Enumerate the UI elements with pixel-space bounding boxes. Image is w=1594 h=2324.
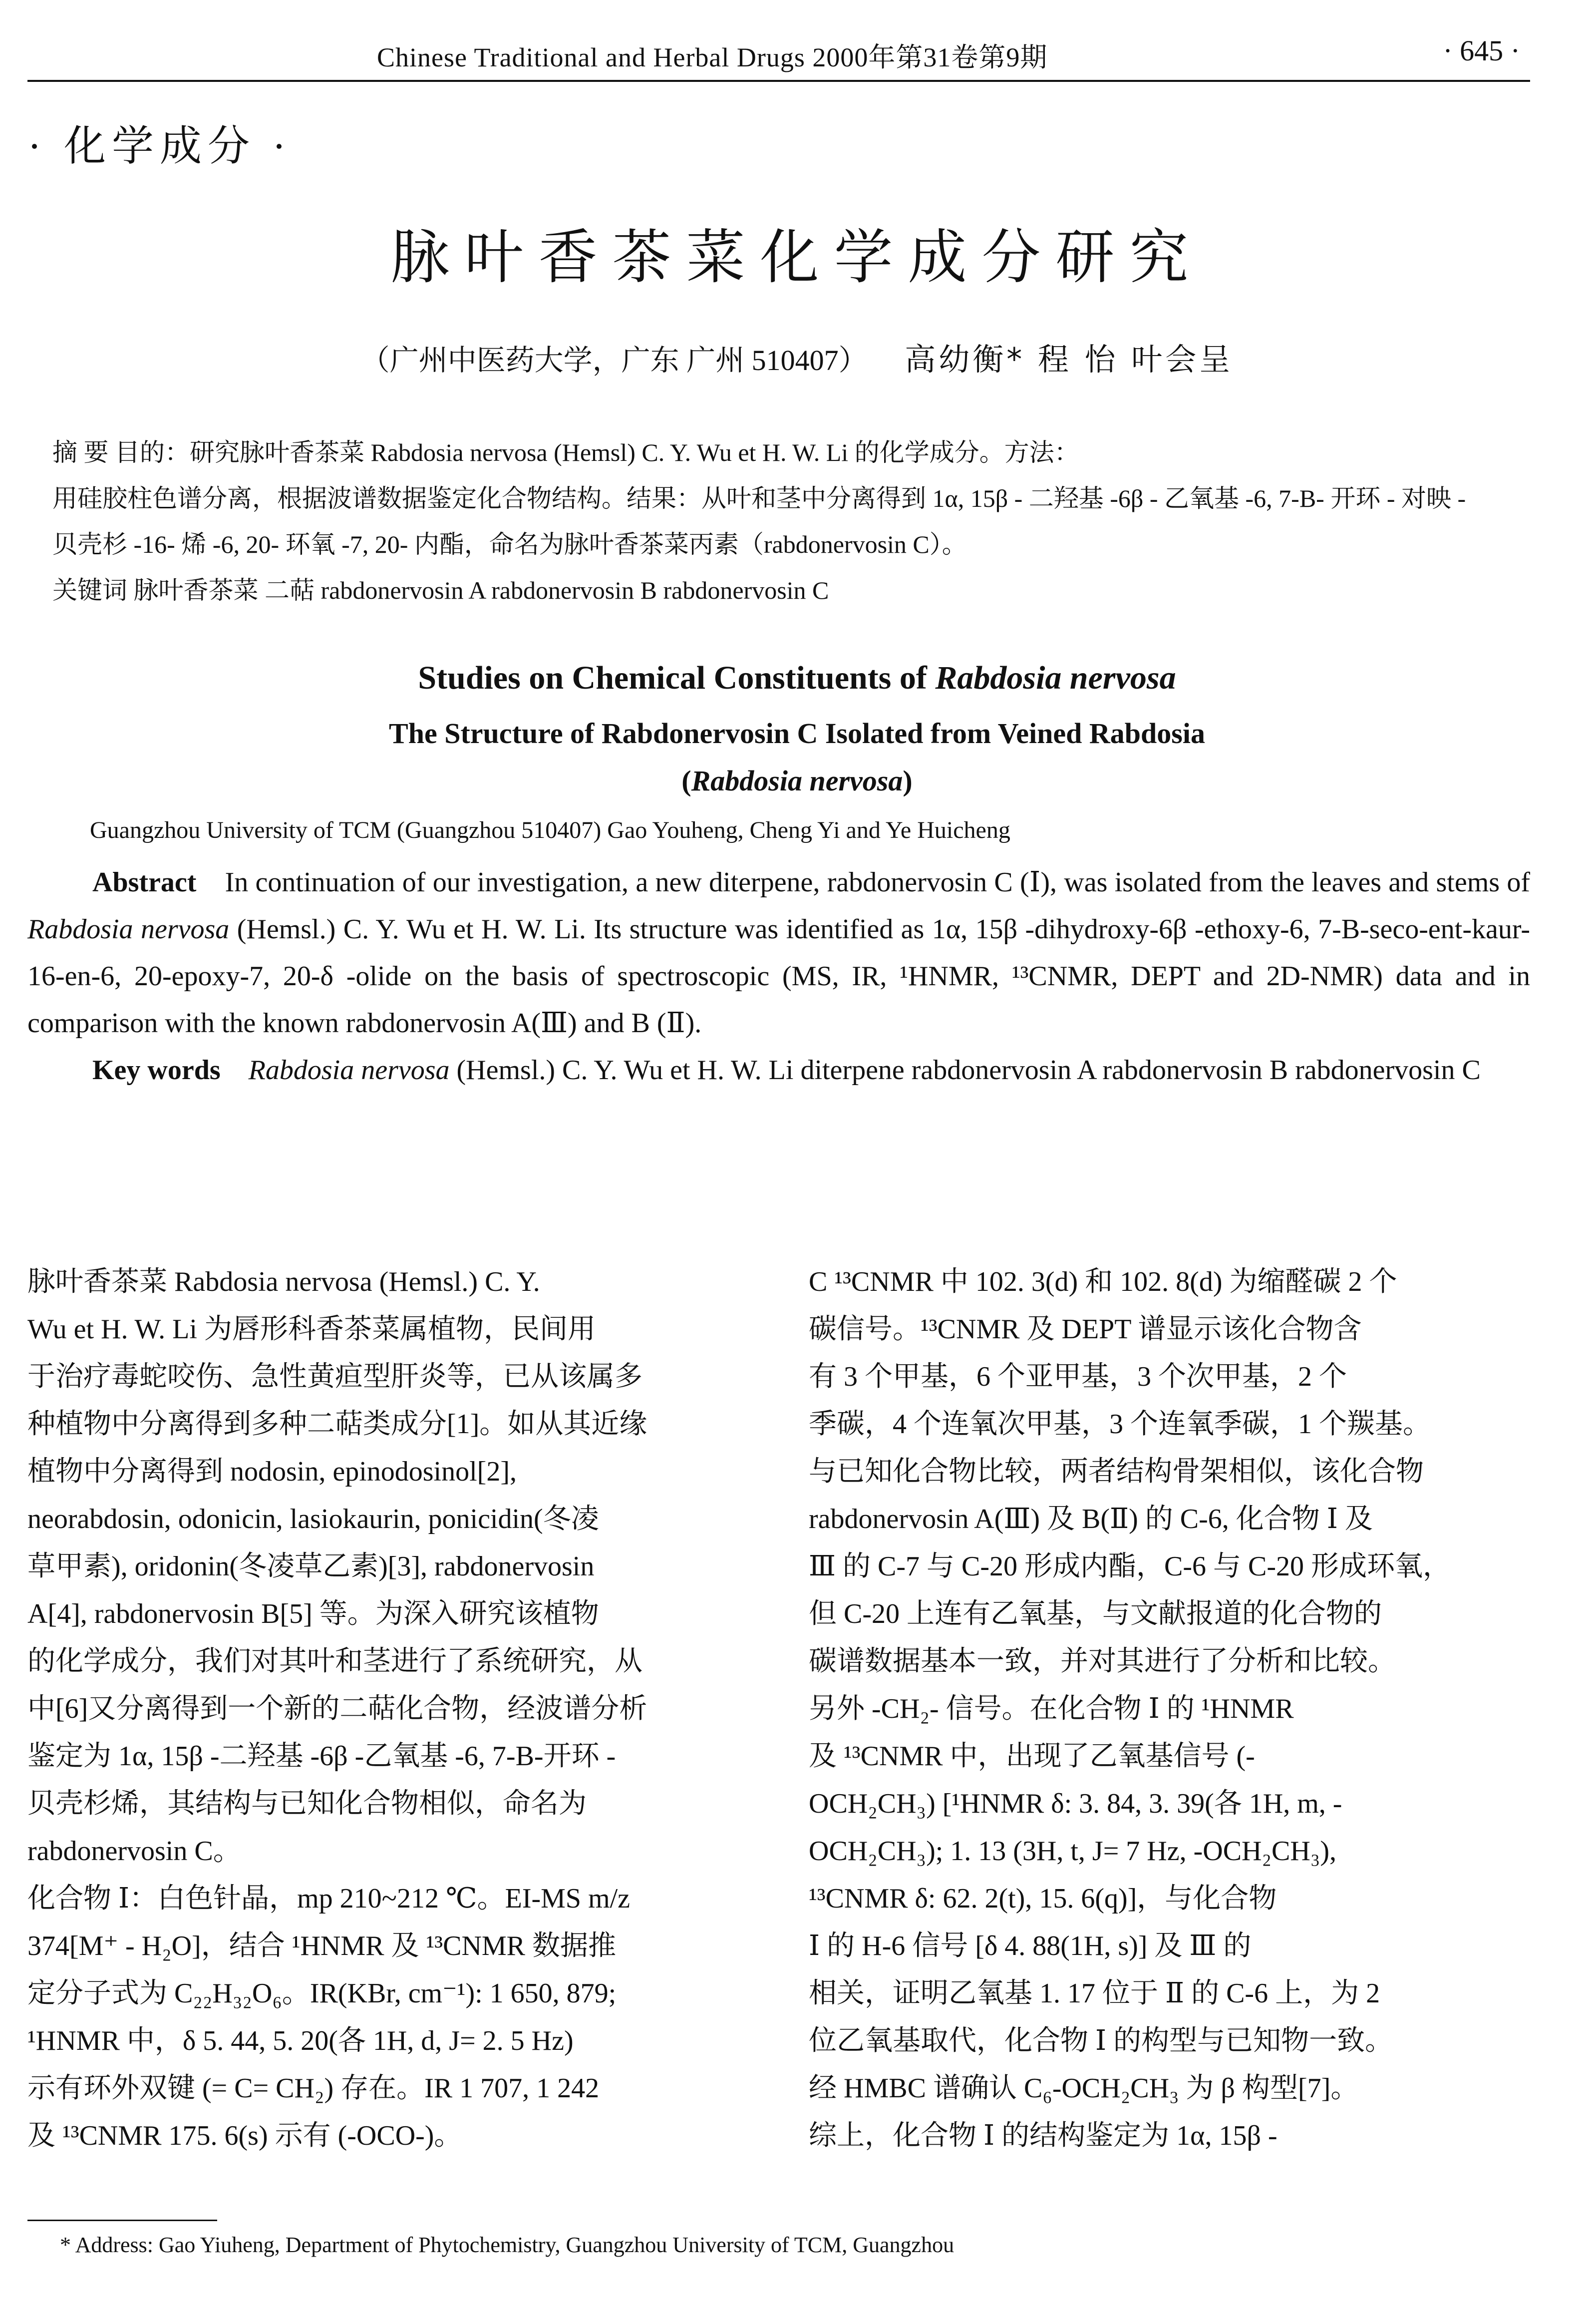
footnote-divider <box>27 2220 217 2221</box>
body-line: 碳信号。¹³CNMR 及 DEPT 谱显示该化合物含 <box>809 1314 1362 1345</box>
body-line: 中[6]又分离得到一个新的二萜化合物，经波谱分析 <box>27 1693 647 1724</box>
journal-title: Chinese Traditional and Herbal Drugs 2000年第31卷第9期 <box>377 42 1048 72</box>
body-line: 脉叶香茶菜 Rabdosia nervosa (Hemsl.) C. Y. <box>27 1266 540 1297</box>
body-line: 季碳，4 个连氧次甲基，3 个连氧季碳，1 个羰基。 <box>809 1409 1431 1440</box>
body-line: 碳谱数据基本一致，并对其进行了分析和比较。 <box>809 1646 1396 1677</box>
body-line: 另外 -CH₂- 信号。在化合物 Ⅰ 的 ¹HNMR <box>809 1693 1294 1724</box>
paren-close: ) <box>903 765 913 797</box>
body-line: 有 3 个甲基，6 个亚甲基，3 个次甲基，2 个 <box>809 1361 1347 1392</box>
body-right-column <box>809 1258 1543 2160</box>
body-line: A[4], rabdonervosin B[5] 等。为深入研究该植物 <box>27 1598 599 1629</box>
english-title <box>0 659 1594 697</box>
abstract-text: (Hemsl.) C. Y. Wu et H. W. Li. Its structure was identified as 1α, 15β -dihydroxy-6β -ethoxy-6, 7-B-seco-ent-kaur-16-en-6, 20-epoxy-7, 20-δ -olide on the basis of spectroscopic (MS, IR, ¹HNMR, ¹³CNMR, DEPT and 2D-NMR) data and in comparison with the known rabdonervosin A(Ⅲ) and B (Ⅱ). <box>27 914 1531 1039</box>
chinese-keywords: 关键词 脉叶香茶菜 二萜 rabdonervosin A rabdonervosin B rabdonervosin C <box>52 576 829 604</box>
body-line: 位乙氧基取代，化合物 Ⅰ 的构型与已知物一致。 <box>809 2025 1393 2056</box>
body-line: 374[M⁺ - H₂O]，结合 ¹HNMR 及 ¹³CNMR 数据推 <box>27 1931 617 1961</box>
english-subtitle-species <box>0 764 1594 797</box>
body-line: 化合物 Ⅰ：白色针晶，mp 210~212 ℃。EI-MS m/z <box>27 1883 631 1914</box>
abstract-species: Rabdosia nervosa <box>27 914 230 945</box>
body-line: ¹³CNMR δ: 62. 2(t), 15. 6(q)]，与化合物 <box>809 1883 1277 1914</box>
body-line: neorabdosin, odonicin, lasiokaurin, ponicidin(冬凌 <box>27 1504 599 1535</box>
chinese-abstract-line: 摘 要 目的：研究脉叶香茶菜 Rabdosia nervosa (Hemsl) C. Y. Wu et H. W. Li 的化学成分。方法： <box>52 438 1079 466</box>
body-line: 贝壳杉烯，其结构与已知化合物相似，命名为 <box>27 1788 587 1819</box>
body-line: Wu et H. W. Li 为唇形科香茶菜属植物，民间用 <box>27 1314 596 1345</box>
section-tag: · 化学成分 · <box>27 123 292 170</box>
body-line: 的化学成分，我们对其叶和茎进行了系统研究，从 <box>27 1646 642 1677</box>
body-line: 种植物中分离得到多种二萜类成分[1]。如从其近缘 <box>27 1409 647 1440</box>
body-line: ¹HNMR 中，δ 5. 44, 5. 20(各 1H, d, J= 2. 5 Hz) <box>27 2025 574 2056</box>
english-title-text: Studies on Chemical Constituents of <box>418 660 936 696</box>
body-line: 定分子式为 C₂₂H₃₂O₆。IR(KBr, cm⁻¹): 1 650, 879; <box>27 1978 617 2009</box>
keywords-species: Rabdosia nervosa <box>248 1055 450 1086</box>
body-line: 草甲素), oridonin(冬凌草乙素)[3], rabdonervosin <box>27 1551 595 1582</box>
body-line: 于治疗毒蛇咬伤、急性黄疸型肝炎等，已从该属多 <box>27 1361 642 1392</box>
page-header <box>27 20 1530 82</box>
abstract-text: In continuation of our investigation, a new diterpene, rabdonervosin C (Ⅰ), was isolated from the leaves and stems of <box>225 867 1530 898</box>
body-line: 经 HMBC 谱确认 C₆-OCH₂CH₃ 为 β 构型[7]。 <box>809 2073 1359 2104</box>
keywords-label: Key words <box>92 1055 221 1086</box>
body-line: Ⅲ 的 C-7 与 C-20 形成内酯，C-6 与 C-20 形成环氧， <box>809 1551 1451 1582</box>
english-title-species: Rabdosia nervosa <box>935 660 1176 696</box>
paren-open: ( <box>681 765 691 797</box>
page-number: · 645 · <box>1443 34 1520 67</box>
chinese-title: 脉叶香茶菜化学成分研究 <box>390 225 1204 291</box>
body-line: 鉴定为 1α, 15β -二羟基 -6β -乙氧基 -6, 7-B-开环 - <box>27 1741 616 1772</box>
body-line: rabdonervosin C。 <box>27 1836 241 1867</box>
body-line: 相关，证明乙氧基 1. 17 位于 Ⅱ 的 C-6 上，为 2 <box>809 1978 1380 2009</box>
body-line: 植物中分离得到 nodosin, epinodosinol[2], <box>27 1456 517 1487</box>
body-left-column <box>27 1258 761 2160</box>
footnote: * Address: Gao Yiuheng, Department of Phytochemistry, Guangzhou University of TCM, Guangzhou <box>60 2233 955 2257</box>
body-line: 及 ¹³CNMR 175. 6(s) 示有 (-OCO-)。 <box>27 2120 462 2151</box>
keywords-text: (Hemsl.) C. Y. Wu et H. W. Li diterpene rabdonervosin A rabdonervosin B rabdonervosin C <box>449 1055 1481 1086</box>
chinese-abstract-line: 贝壳杉 -16- 烯 -6, 20- 环氧 -7, 20- 内酯，命名为脉叶香茶菜丙素（rabdonervosin C）。 <box>52 530 967 558</box>
body-line: rabdonervosin A(Ⅲ) 及 B(Ⅱ) 的 C-6, 化合物 Ⅰ 及 <box>809 1504 1373 1535</box>
body-line: 但 C-20 上连有乙氧基，与文献报道的化合物的 <box>809 1598 1382 1629</box>
english-subtitle: The Structure of Rabdonervosin C Isolated from Veined Rabdosia <box>389 717 1205 750</box>
english-keywords <box>27 1047 1530 1094</box>
chinese-abstract-line: 用硅胶柱色谱分离，根据波谱数据鉴定化合物结构。结果：从叶和茎中分离得到 1α, 15β - 二羟基 -6β - 乙氧基 -6, 7-B- 开环 - 对映 - <box>52 484 1466 512</box>
body-line: 及 ¹³CNMR 中，出现了乙氧基信号 (- <box>809 1741 1255 1772</box>
body-line: C ¹³CNMR 中 102. 3(d) 和 102. 8(d) 为缩醛碳 2 个 <box>809 1266 1397 1297</box>
chinese-abstract <box>52 429 1490 613</box>
body-line: OCH₂CH₃) [¹HNMR δ: 3. 84, 3. 39(各 1H, m, - <box>809 1788 1342 1819</box>
body-line: 综上，化合物 Ⅰ 的结构鉴定为 1α, 15β - <box>809 2120 1277 2151</box>
body-line: 示有环外双键 (= C= CH₂) 存在。IR 1 707, 1 242 <box>27 2073 600 2104</box>
english-subtitle-species-name: Rabdosia nervosa <box>691 765 903 797</box>
chinese-authors <box>0 335 1594 379</box>
english-affiliation: Guangzhou University of TCM (Guangzhou 510407) Gao Youheng, Cheng Yi and Ye Huicheng <box>90 817 1010 843</box>
body-line: 与已知化合物比较，两者结构骨架相似，该化合物 <box>809 1456 1424 1487</box>
body-line: Ⅰ 的 H-6 信号 [δ 4. 88(1H, s)] 及 Ⅲ 的 <box>809 1931 1252 1961</box>
abstract-label: Abstract <box>92 867 197 898</box>
chinese-affiliation: （广州中医药大学，广东 广州 510407） <box>360 344 868 377</box>
chinese-author-names: 高幼衡* 程 怡 叶会呈 <box>905 341 1234 378</box>
english-abstract <box>27 859 1530 1094</box>
body-line: OCH₂CH₃); 1. 13 (3H, t, J= 7 Hz, -OCH₂CH₃), <box>809 1836 1336 1867</box>
english-abstract-paragraph <box>27 859 1530 1047</box>
